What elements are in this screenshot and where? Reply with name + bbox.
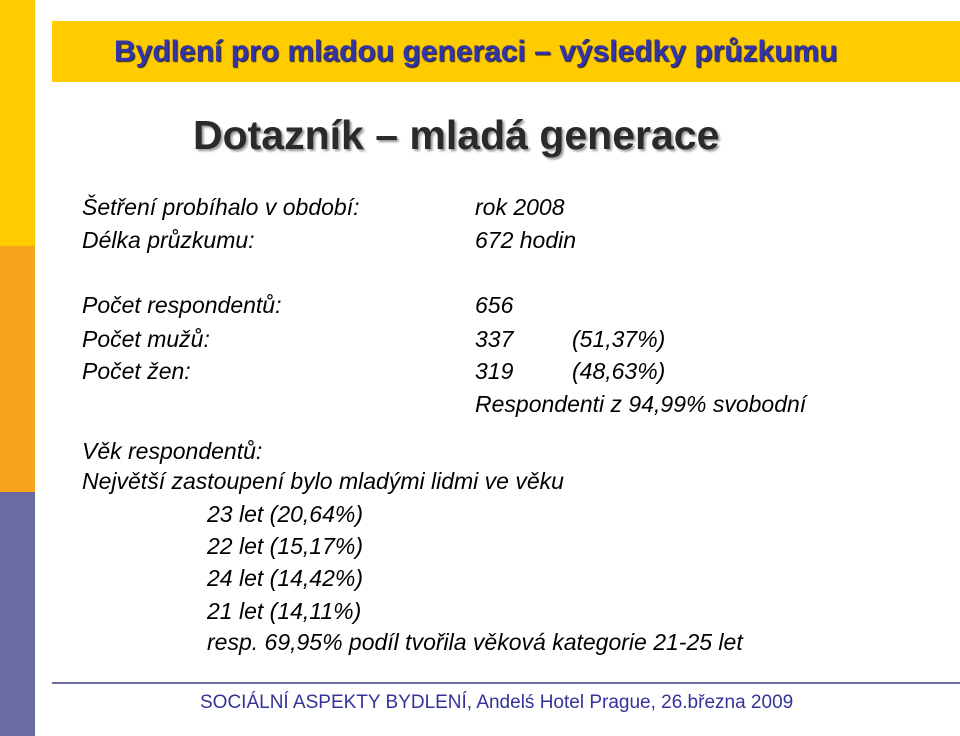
men-percent: (51,37%) xyxy=(572,326,666,352)
women-percent: (48,63%) xyxy=(572,358,666,384)
age-summary: resp. 69,95% podíl tvořila věková kategorie 21-25 let xyxy=(207,629,743,655)
women-label: Počet žen: xyxy=(82,358,191,384)
left-accent-orange xyxy=(0,246,35,492)
age-item: 22 let (15,17%) xyxy=(207,533,363,559)
age-item: 24 let (14,42%) xyxy=(207,565,363,591)
men-value: 337 xyxy=(475,326,514,352)
single-note: Respondenti z 94,99% svobodní xyxy=(475,391,807,417)
respondents-label: Počet respondentů: xyxy=(82,292,282,318)
left-accent-yellow xyxy=(0,0,35,246)
women-value: 319 xyxy=(475,358,514,384)
footer-divider xyxy=(52,682,960,684)
slide-subtitle: Dotazník – mladá generace xyxy=(193,112,720,158)
period-label: Šetření probíhalo v období: xyxy=(82,194,360,220)
men-label: Počet mužů: xyxy=(82,326,210,352)
age-item: 23 let (20,64%) xyxy=(207,501,363,527)
duration-value: 672 hodin xyxy=(475,227,577,253)
left-accent-purple xyxy=(0,492,35,736)
age-intro: Největší zastoupení bylo mladými lidmi ve věku xyxy=(82,468,564,494)
slide-title: Bydlení pro mladou generaci – výsledky průzkumu xyxy=(114,35,838,68)
age-heading: Věk respondentů: xyxy=(82,438,263,464)
age-item: 21 let (14,11%) xyxy=(207,598,362,624)
period-value: rok 2008 xyxy=(475,194,565,220)
respondents-value: 656 xyxy=(475,292,514,318)
title-bar xyxy=(52,21,960,82)
duration-label: Délka průzkumu: xyxy=(82,227,255,253)
footer-text: SOCIÁLNÍ ASPEKTY BYDLENÍ, Andelś Hotel Prague, 26.března 2009 xyxy=(200,692,794,713)
